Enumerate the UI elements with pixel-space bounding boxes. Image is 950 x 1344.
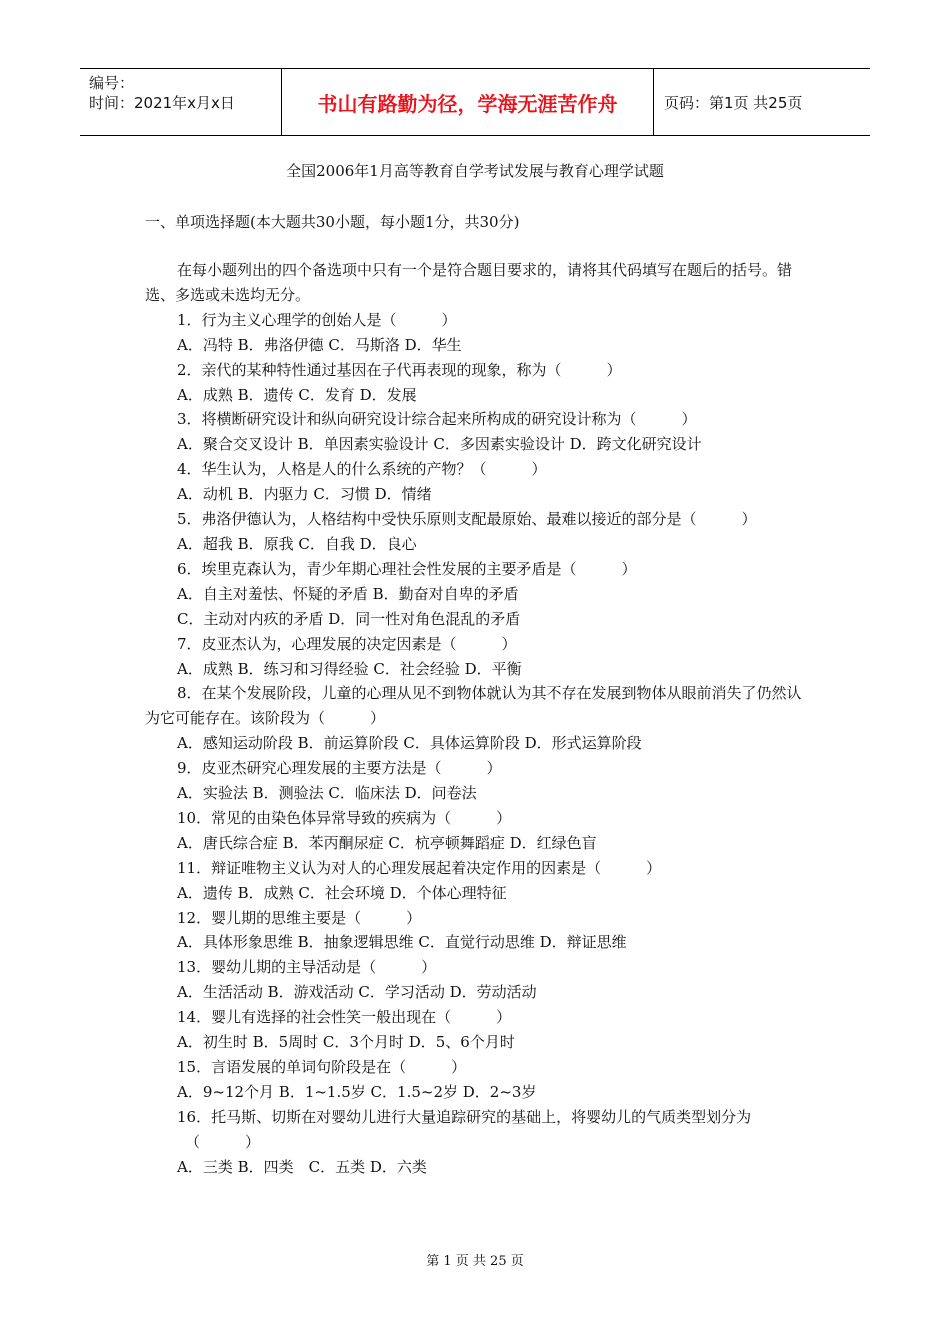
options-line: A．成熟 B．遗传 C．发育 D．发展 — [177, 385, 417, 404]
time-label: 时间：2021年x月x日 — [89, 94, 235, 112]
options-line: A．初生时 B．5周时 C．3个月时 D．5、6个月时 — [177, 1033, 515, 1052]
question-line: 1．行为主义心理学的创始人是（ ） — [177, 310, 457, 329]
question-line: 16．托马斯、切斯在对婴幼儿进行大量追踪研究的基础上，将婴幼儿的气质类型划分为 — [177, 1107, 752, 1126]
options-line: A．遗传 B．成熟 C．社会环境 D．个体心理特征 — [177, 883, 507, 902]
page-header — [80, 68, 870, 136]
options-line: A．冯特 B．弗洛伊德 C．马斯洛 D．华生 — [177, 335, 462, 354]
options-line: A．自主对羞怯、怀疑的矛盾 B．勤奋对自卑的矛盾 — [177, 584, 519, 603]
question-line: 15．言语发展的单词句阶段是在（ ） — [177, 1058, 467, 1076]
options-line: A．成熟 B．练习和习得经验 C．社会经验 D．平衡 — [177, 659, 522, 678]
question-line: 10．常见的由染色体异常导致的疾病为（ ） — [177, 808, 512, 827]
page-footer: 第 1 页 共 25 页 — [426, 1254, 524, 1269]
question-line: 6．埃里克森认为，青少年期心理社会性发展的主要矛盾是（ ） — [177, 559, 637, 578]
question-line: 7．皮亚杰认为，心理发展的决定因素是（ ） — [177, 634, 517, 653]
question-line: 3．将横断研究设计和纵向研究设计综合起来所构成的研究设计称为（ ） — [177, 410, 697, 429]
question-line: 9．皮亚杰研究心理发展的主要方法是（ ） — [177, 759, 502, 778]
question-list — [145, 258, 810, 1180]
document-title: 全国2006年1月高等教育自学考试发展与教育心理学试题 — [286, 162, 664, 180]
options-line: A．动机 B．内驱力 C．习惯 D．情绪 — [177, 485, 432, 504]
options-line: A．9~12个月 B．1~1.5岁 C．1.5~2岁 D．2~3岁 — [177, 1082, 537, 1101]
question-line: 2．亲代的某种特性通过基因在子代再表现的现象，称为（ ） — [177, 360, 622, 379]
question-line: 12．婴儿期的思维主要是（ ） — [177, 908, 422, 927]
question-line: 14．婴儿有选择的社会性笑一般出现在（ ） — [177, 1008, 512, 1027]
options-line: A．感知运动阶段 B．前运算阶段 C．具体运算阶段 D．形式运算阶段 — [177, 734, 642, 753]
question-line: 13．婴幼儿期的主导活动是（ ） — [177, 958, 437, 977]
question-line: 8．在某个发展阶段，儿童的心理从见不到物体就认为其不存在发展到物体从眼前消失了仍然认为它可能存在。该阶段为（ ） — [145, 684, 802, 728]
header-meta — [80, 69, 282, 135]
header-page-info: 页码：第1页 共25页 — [664, 93, 803, 112]
options-line: A．具体形象思维 B．抽象逻辑思维 C．直觉行动思维 D．辩证思维 — [177, 933, 627, 952]
number-label: 编号： — [89, 74, 135, 92]
options-line: A．聚合交叉设计 B．单因素实验设计 C．多因素实验设计 D．跨文化研究设计 — [177, 435, 702, 454]
options-line: A．生活活动 B．游戏活动 C．学习活动 D．劳动活动 — [177, 983, 537, 1002]
options-line: A．超我 B．原我 C．自我 D．良心 — [177, 534, 417, 553]
answer-bracket: （ ） — [185, 1132, 261, 1151]
section-heading: 一、单项选择题(本大题共30小题，每小题1分，共30分) — [145, 213, 520, 231]
question-line: 5．弗洛伊德认为，人格结构中受快乐原则支配最原始、最难以接近的部分是（ ） — [177, 510, 757, 529]
options-line: A．实验法 B．测验法 C．临床法 D．问卷法 — [177, 784, 477, 803]
options-line: A．唐氏综合症 B．苯丙酮尿症 C．杭亭顿舞蹈症 D．红绿色盲 — [177, 833, 597, 852]
instructions: 在每小题列出的四个备选项中只有一个是符合题目要求的，请将其代码填写在题后的括号。错选、多选或未选均无分。 — [145, 261, 793, 304]
options-line: C．主动对内疚的矛盾 D．同一性对角色混乱的矛盾 — [177, 609, 521, 628]
question-line: 11．辩证唯物主义认为对人的心理发展起着决定作用的因素是（ ） — [177, 858, 662, 877]
header-motto: 书山有路勤为径，学海无涯苦作舟 — [282, 69, 654, 135]
options-line: A．三类 B．四类 C．五类 D．六类 — [177, 1157, 427, 1176]
question-line: 4．华生认为，人格是人的什么系统的产物？（ ） — [177, 460, 547, 479]
